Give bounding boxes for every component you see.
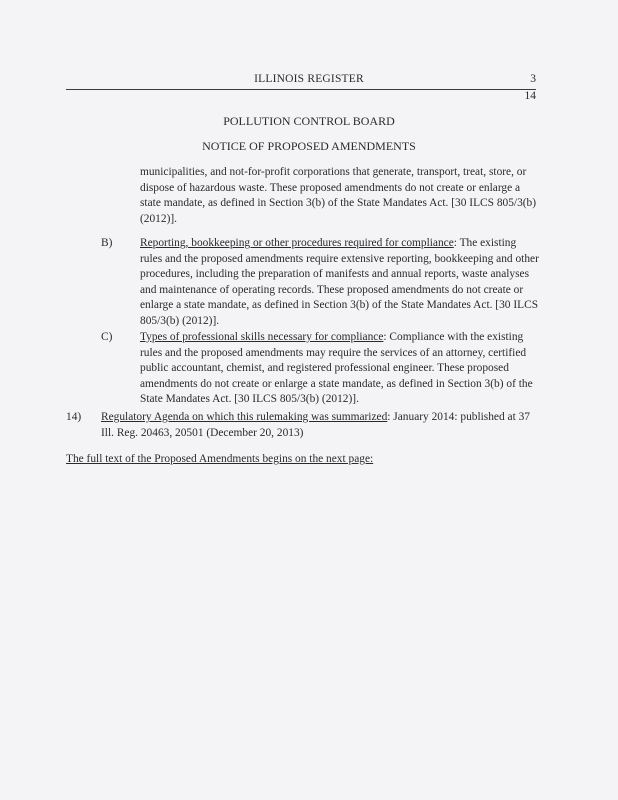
agency-heading: POLLUTION CONTROL BOARD xyxy=(223,114,395,128)
section-14-heading: Regulatory Agenda on which this rulemaking was summarized xyxy=(101,411,388,423)
item-c-heading: Types of professional skills necessary for compliance xyxy=(140,331,384,343)
section-14-body: : January 2014: published at 37 Ill. Reg. 20463, 20501 (December 20, 2013) xyxy=(101,411,530,439)
item-b-heading: Reporting, bookkeeping or other procedures required for compliance xyxy=(140,237,454,249)
item-c-label: C) xyxy=(101,331,113,343)
item-b-label: B) xyxy=(101,237,113,249)
register-title: ILLINOIS REGISTER xyxy=(254,73,364,85)
section-14-paragraph xyxy=(101,410,541,441)
page-subnumber: 14 xyxy=(524,90,536,102)
intro-paragraph: municipalities, and not-for-profit corporations that generate, transport, treat, store, or dispose of hazardous waste. These proposed amendments do not create or enlarge a state mandate, as defined in Section 3(b) of the State Mandates Act. [30 ILCS 805/3(b) (2012)]. xyxy=(140,166,537,225)
item-b-body: : The existing rules and the proposed amendments require extensive reporting, bookkeeping and other procedures, including the preparation of manifests and annual reports, waste analyses and maintenance of operating records. These proposed amendments do not create or enlarge a state mandate, as defined in Section 3(b) of the State Mandates Act. [30 ILCS 805/3(b) (2012)]. xyxy=(140,237,539,327)
page-number: 3 xyxy=(530,73,536,85)
closing-line: The full text of the Proposed Amendments begins on the next page: xyxy=(66,453,374,465)
item-b-paragraph xyxy=(140,236,540,329)
header-rule xyxy=(66,89,536,90)
item-c-paragraph xyxy=(140,330,542,408)
notice-heading: NOTICE OF PROPOSED AMENDMENTS xyxy=(202,139,416,153)
section-14-label: 14) xyxy=(66,411,82,423)
item-c-body: : Compliance with the existing rules and the proposed amendments may require the services of an attorney, certified public accountant, chemist, and registered professional engineer. These proposed amendments do not create or enlarge a state mandate, as defined in Section 3(b) of the State Mandates Act. [30 ILCS 805/3(b) (2012)]. xyxy=(140,331,533,405)
